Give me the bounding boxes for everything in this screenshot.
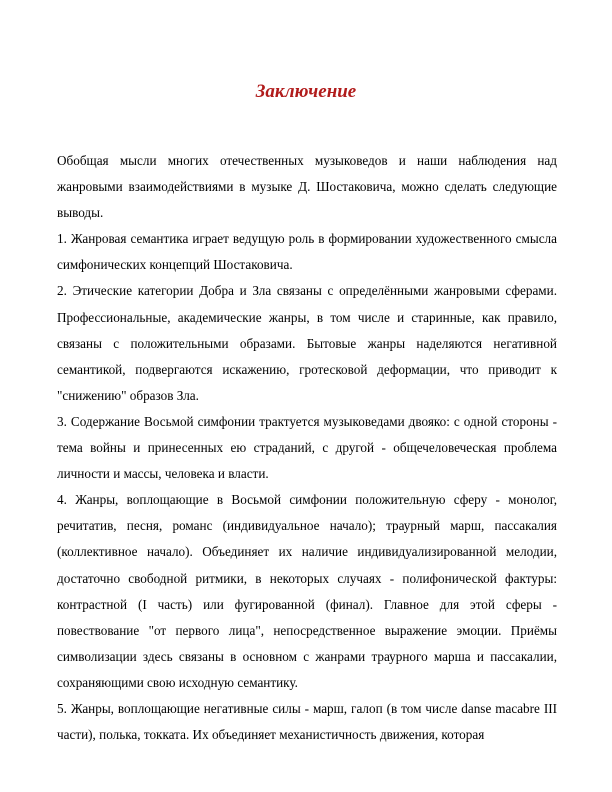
paragraph-conclusion-1: 1. Жанровая семантика играет ведущую роль в формировании художественного смысла симфонических концепций Шостаковича.: [57, 231, 557, 273]
paragraph-conclusion-5: 5. Жанры, воплощающие негативные силы - марш, галоп (в том числе danse macabre III части), полька, токката. Их объединяет механистичность движения, которая: [57, 700, 557, 743]
paragraph-intro: Обобщая мысли многих отечественных музыковедов и наши наблюдения над жанровыми взаимодействиями в музыке Д. Шостаковича, можно сделать следующие выводы.: [57, 153, 557, 221]
paragraph-conclusion-3: 3. Содержание Восьмой симфонии трактуется музыковедами двояко: с одной стороны - тема войны и принесенных ею страданий, с другой - общечеловеческая проблема личности и массы, человека и власти.: [57, 413, 557, 482]
document-body: [57, 148, 557, 748]
paragraph-conclusion-2: 2. Этические категории Добра и Зла связаны с определёнными жанровыми сферами. Профессиональные, академические жанры, в том числе и старинные, как правило, связаны с положительными образами. Бытовые жанры наделяются негативной семантикой, подвергаются искажению, гротесковой деформации, что приводит к "снижению" образов Зла.: [57, 283, 557, 403]
paragraph-conclusion-4: 4. Жанры, воплощающие в Восьмой симфонии положительную сферу - монолог, речитатив, песня, романс (индивидуальное начало); траурный марш, пассакалия (коллективное начало). Объединяет их наличие индивидуализированной мелодии, достаточно свободной ритмики, в некоторых случаях - полифонической фактуры: контрастной (I часть) или фугированной (финал). Главное для этой сферы - повествование "от первого лица", непосредственное выражение эмоции. Приёмы символизации здесь связаны в основном с жанрами траурного марша и пассакалии, сохраняющими свою исходную семантику.: [57, 492, 557, 690]
page-title: Заключение: [255, 81, 357, 102]
